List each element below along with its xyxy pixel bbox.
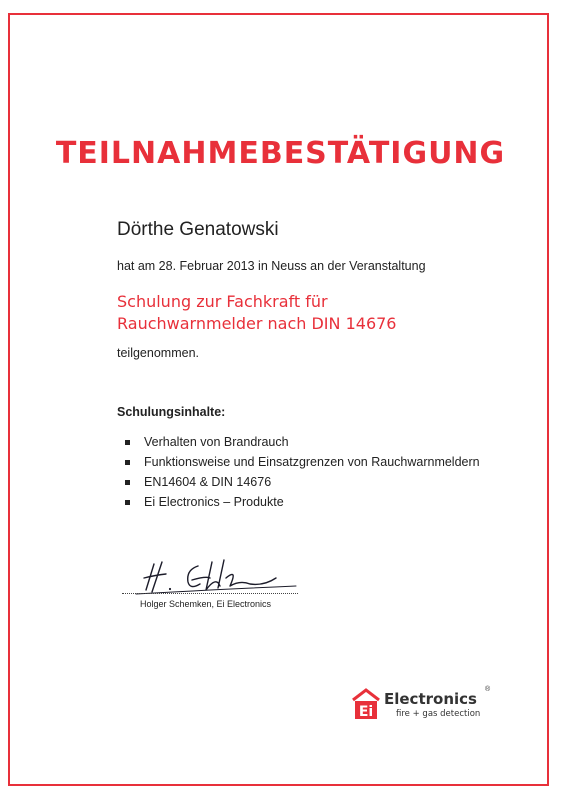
list-item [117,492,480,512]
course-title [117,291,396,335]
logo-mark-text: Ei [358,704,374,720]
list-item-label: Ei Electronics – Produkte [144,495,284,509]
participant-name: Dörthe Genatowski [117,219,279,240]
bullet-icon [125,500,130,505]
list-item-label: Funktionsweise und Einsatzgrenzen von Rauchwarnmeldern [144,455,480,469]
bullet-icon [125,440,130,445]
bullet-icon [125,460,130,465]
bullet-icon [125,480,130,485]
list-item [117,432,480,452]
handwritten-signature [126,556,316,596]
signature-line [122,593,298,594]
course-title-line: Rauchwarnmelder nach DIN 14676 [117,314,397,333]
signer-name: Holger Schemken, Ei Electronics [140,599,272,609]
list-item-label: EN14604 & DIN 14676 [144,475,272,489]
list-item [117,452,480,472]
list-item [117,472,480,492]
logo-tagline: fire + gas detection [396,709,481,719]
logo-wordmark: Electronics [384,690,477,708]
contents-heading: Schulungsinhalte: [117,405,226,419]
course-title-line: Schulung zur Fachkraft für [117,292,328,311]
certificate-border [8,13,549,786]
list-item-label: Verhalten von Brandrauch [144,435,289,449]
certificate-title: TEILNAHMEBESTÄTIGUNG [55,136,506,171]
contents-list [117,432,480,512]
house-logo-icon [351,688,381,720]
company-logo [351,688,501,728]
event-description: hat am 28. Februar 2013 in Neuss an der Veranstaltung [117,259,426,273]
registered-mark: ® [485,686,491,693]
participated-text: teilgenommen. [117,346,199,360]
